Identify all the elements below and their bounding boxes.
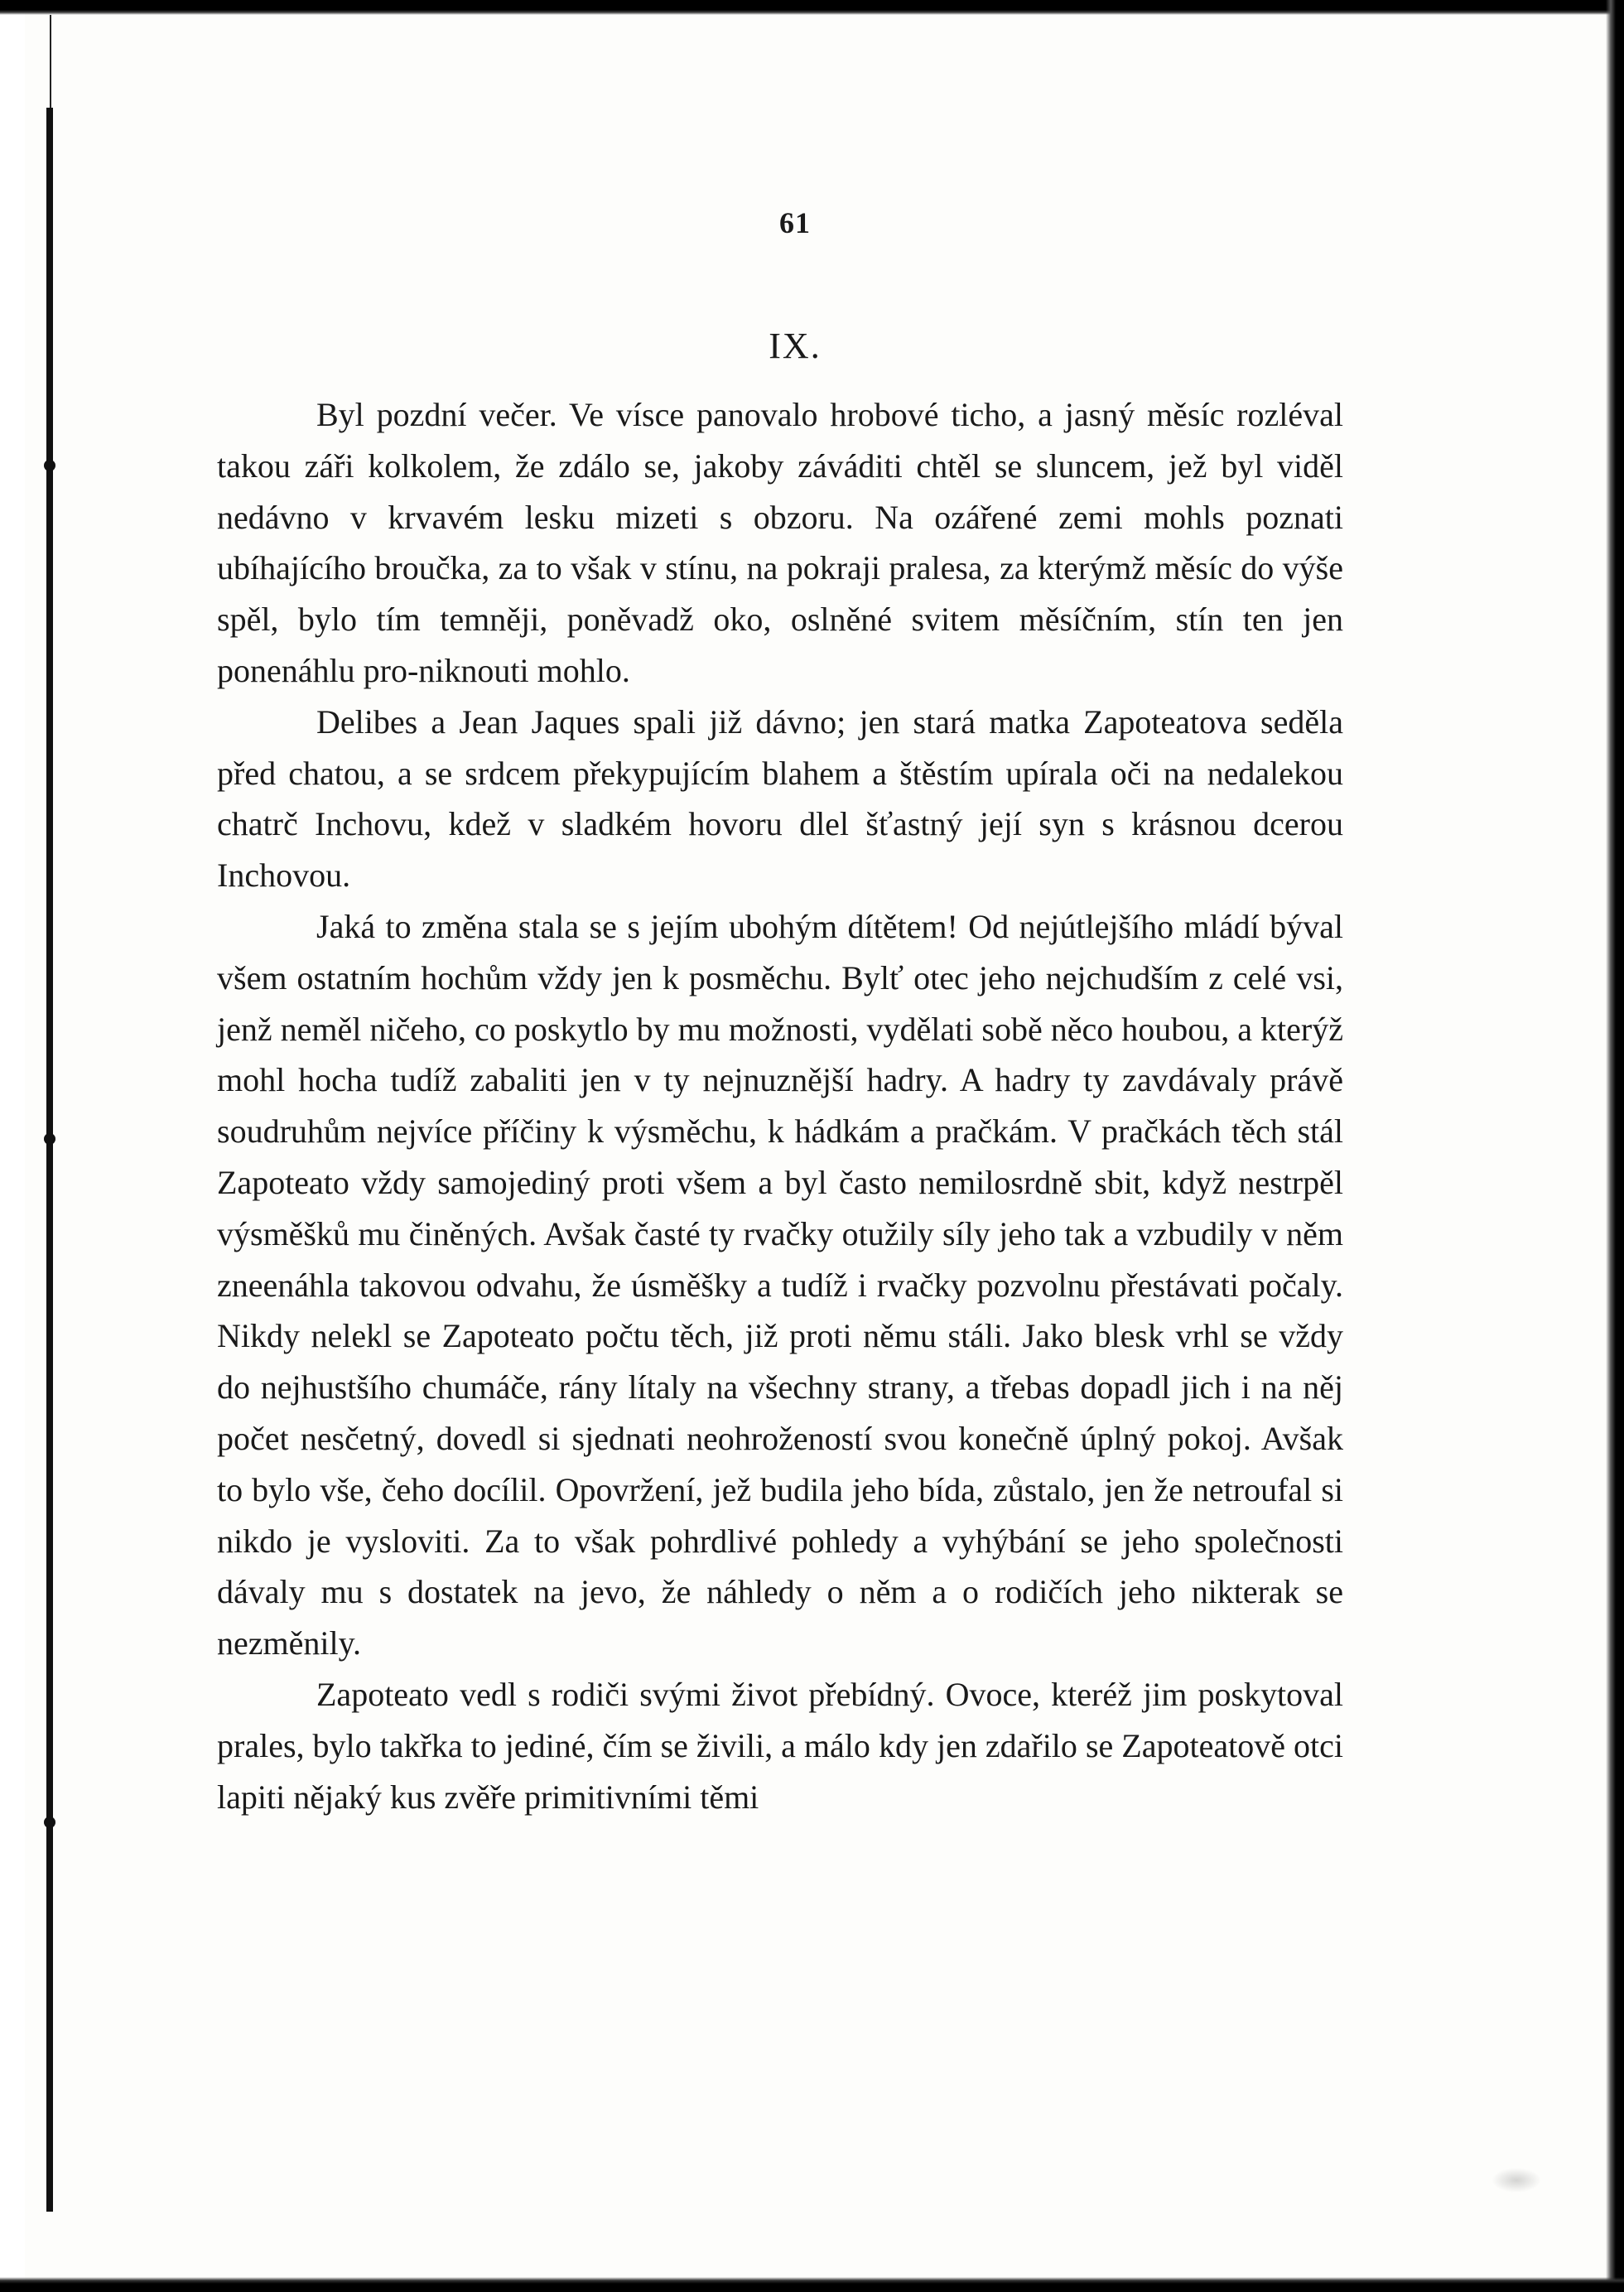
body-text (217, 389, 1343, 1822)
binding-hole-1 (44, 460, 55, 471)
chapter-heading: IX. (769, 326, 822, 366)
binding-hole-2 (44, 1133, 55, 1145)
top-scan-edge (0, 0, 1624, 15)
paragraph: Delibes a Jean Jaques spali již dávno; jen stará matka Zapoteatova seděla před chatou, a se srdcem překypujícím blahem a štěstím upírala oči na nedalekou chatrč Inchovu, kdež v sladkém hovoru dlel šťastný její syn s krásnou dcerou Inchovou. (217, 702, 1343, 895)
right-scan-edge (1606, 0, 1624, 2292)
page-number: 61 (779, 206, 811, 239)
paragraph: Zapoteato vedl s rodiči svými život přebídný. Ovoce, kteréž jim poskytoval prales, bylo takřka to jediné, čím se živili, a málo kdy jen zdařilo se Zapoteatově otci lapiti nějaký kus zvěře primitivními těmi (217, 1675, 1343, 1816)
paragraph: Byl pozdní večer. Ve vísce panovalo hrobové ticho, a jasný měsíc rozléval takou záři kolkolem, že zdálo se, jakoby záváditi chtěl se sluncem, jež byl viděl nedávno v krvavém lesku mizeti s obzoru. Na ozářené zemi mohls poznati ubíhajícího broučka, za to však v stínu, na pokraji pralesa, za kterýmž měsíc do výše spěl, bylo tím temněji, poněvadž oko, oslněné svitem měsíčním, stín ten jen ponenáhlu pro-niknouti mohlo. (217, 396, 1343, 689)
paragraph: Jaká to změna stala se s jejím ubohým dítětem! Od nejútlejšího mládí býval všem ostatním hochům vždy jen k posměchu. Bylť otec jeho nejchudším z celé vsi, jenž neměl ničeho, co poskytlo by mu možnosti, vydělati sobě něco houbou, a kterýž mohl hocha tudíž zabaliti jen v ty nejnuznější hadry. A hadry ty zavdávaly právě soudruhům nejvíce příčiny k výsměchu, k hádkám a pračkám. V pračkách těch stál Zapoteato vždy samojediný proti všem a byl často nemilosrdně sbit, když nestrpěl výsměšků mu činěných. Avšak časté ty rvačky otužily síly jeho tak a vzbudily v něm zneenáhla takovou odvahu, že úsměšky a tudíž i rvačky pozvolnu přestávati počaly. Nikdy nelekl se Zapoteato počtu těch, již proti němu stáli. Jako blesk vrhl se vždy do nejhustšího chumáče, rány lítaly na všechny strany, a třebas dopadl jich i na něj počet nesčetný, dovedl si sjednati neohrožeností svou konečně úplný pokoj. Avšak to bylo vše, čeho docílil. Opovržení, jež budila jeho bída, zůstalo, jen že netroufal si nikdo je vysloviti. Za to však pohrdlivé pohledy a vyhýbání se jeho společnosti dávaly mu s dostatek na jevo, že náhledy o něm a o rodičích jeho nikterak se nezměnily. (217, 907, 1343, 1662)
binding-hole-3 (44, 1817, 55, 1828)
binding-thread-top (50, 15, 51, 114)
left-margin (0, 0, 25, 2292)
binding-edge (46, 108, 53, 2212)
ink-smudge (1491, 2168, 1541, 2193)
bottom-scan-edge (0, 2277, 1624, 2292)
